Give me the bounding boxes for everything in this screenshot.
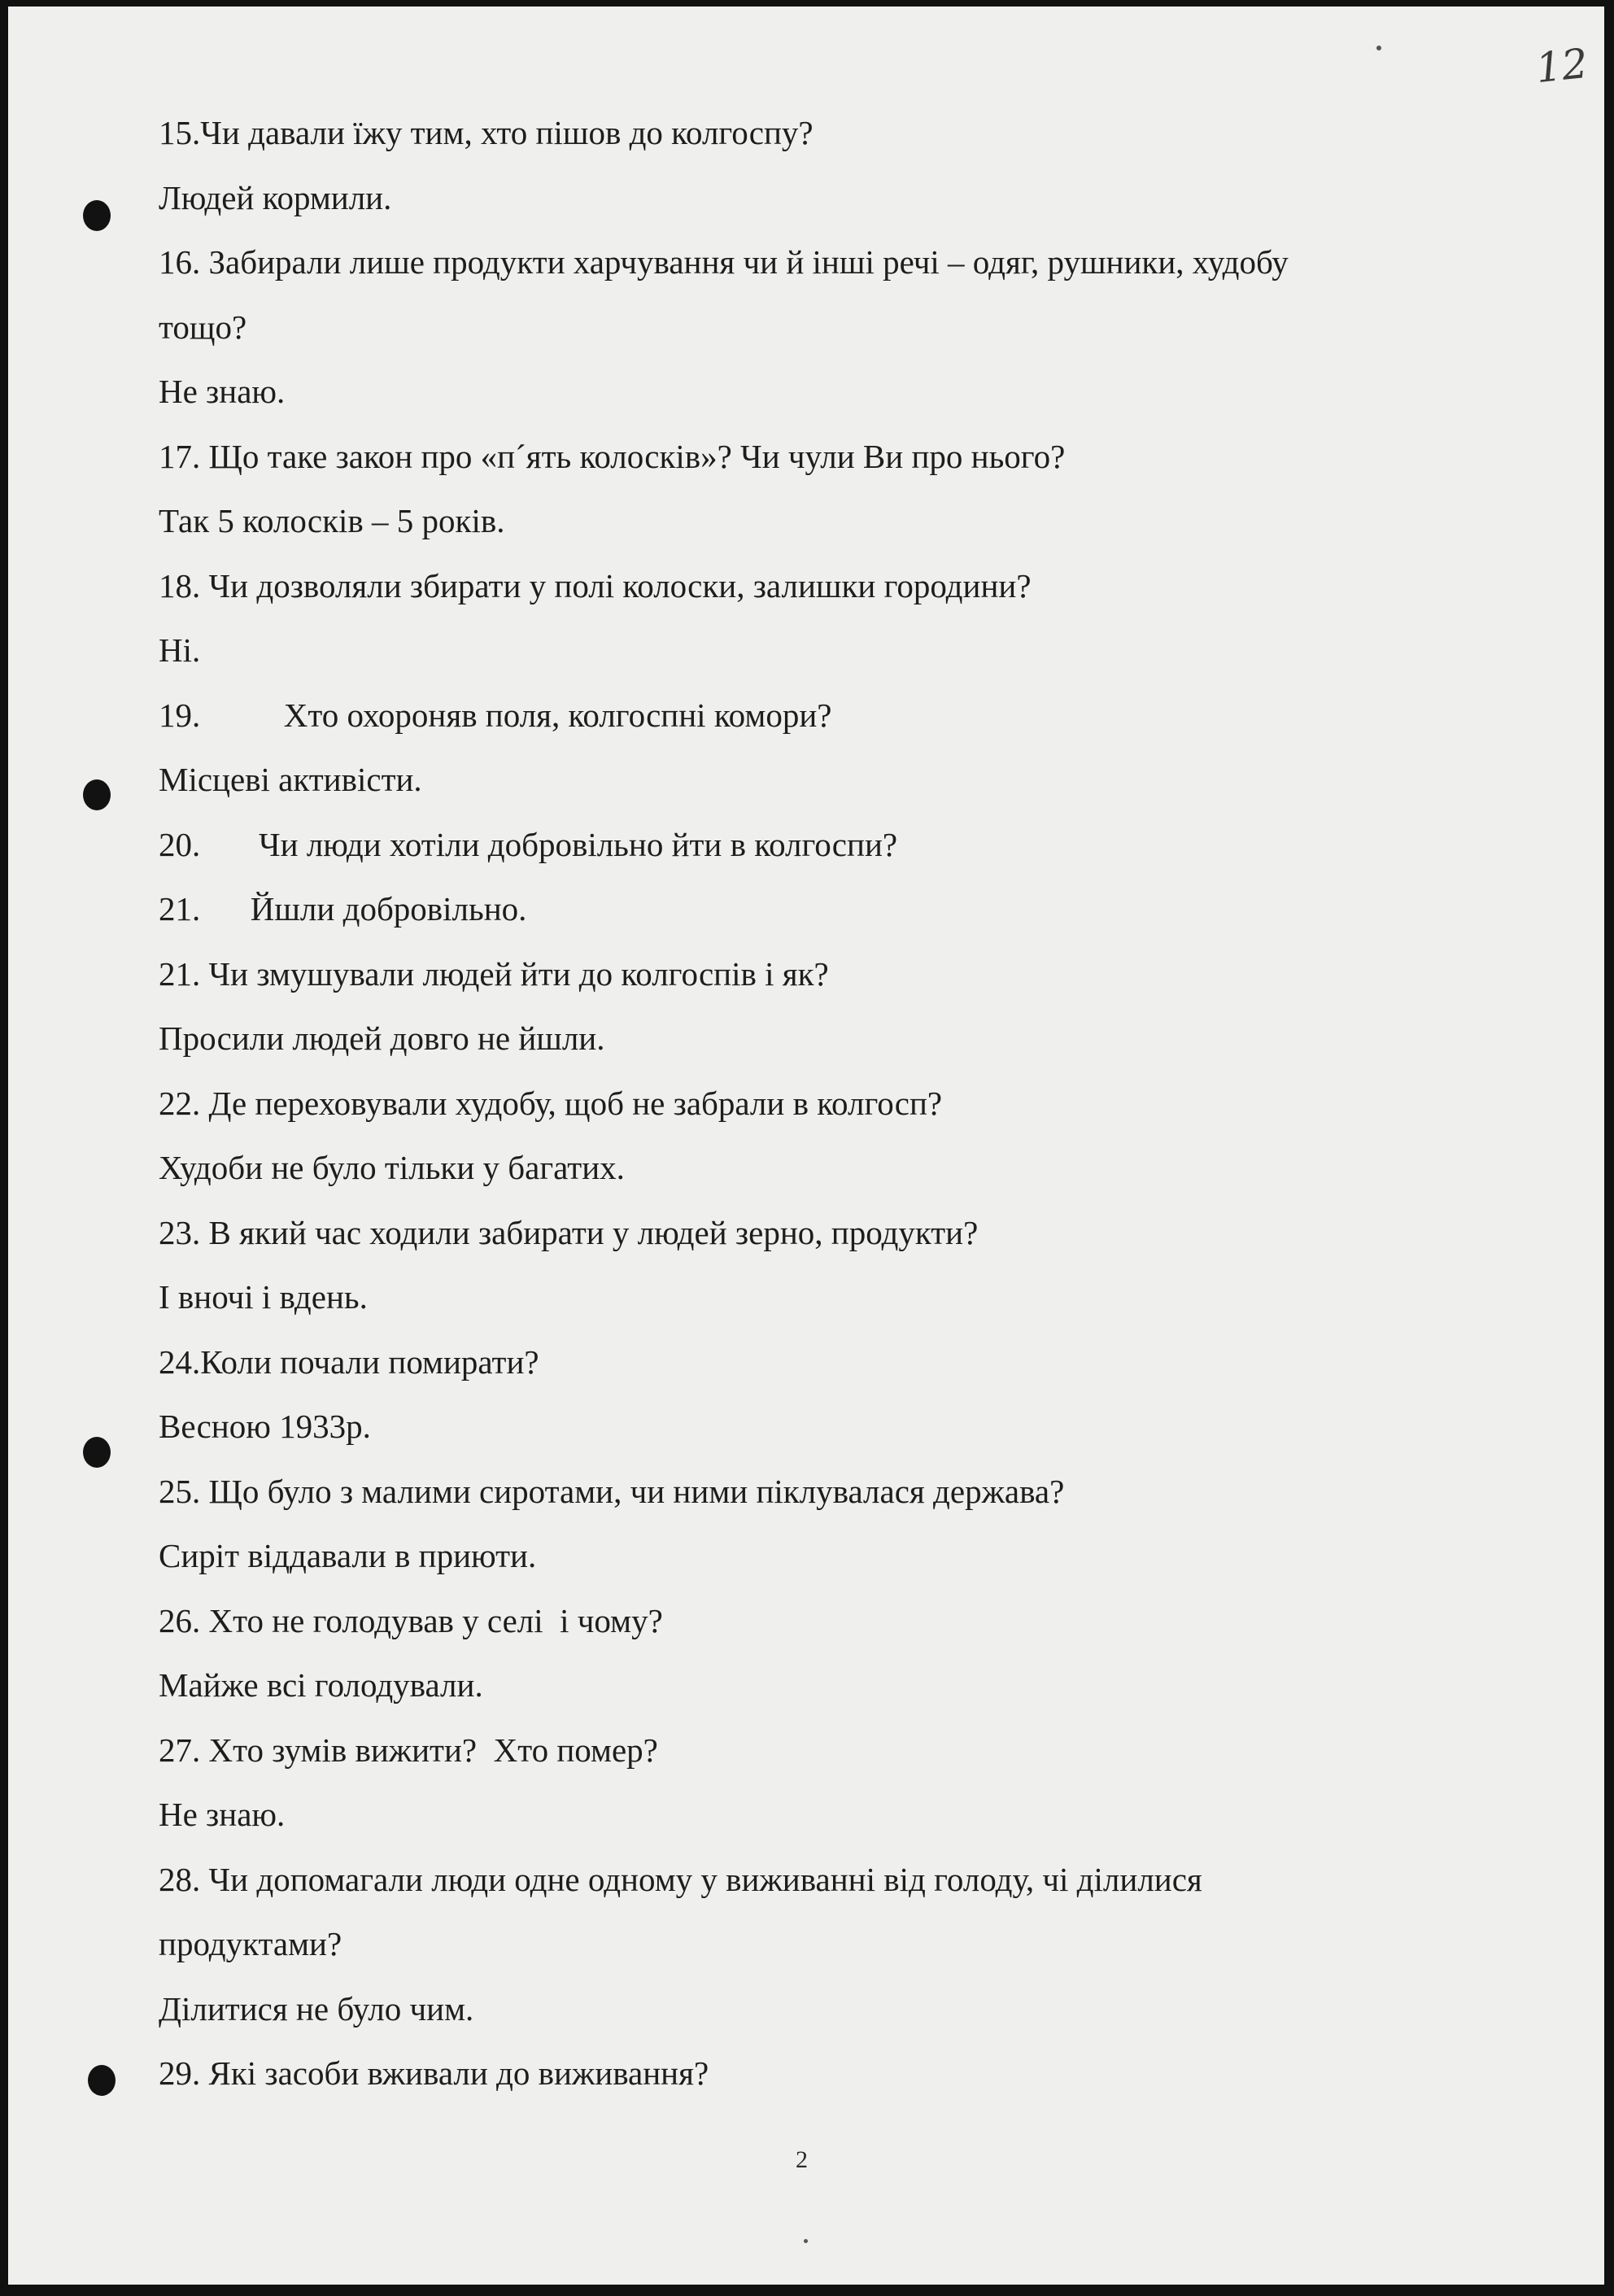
answer-15: Людей кормили. xyxy=(159,178,392,216)
answer-17: Так 5 колосків – 5 років. xyxy=(159,502,505,539)
question-15: 15.Чи давали їжу тим, хто пішов до колгоспу? xyxy=(159,114,814,151)
question-28: 28. Чи допомагали люди одне одному у виживанні від голоду, чі ділилися xyxy=(159,1860,1202,1898)
question-16-continued: тощо? xyxy=(159,308,247,346)
interview-text xyxy=(159,115,1542,2120)
answer-19: Місцеві активісти. xyxy=(159,761,422,798)
page-footer-number: 2 xyxy=(796,2146,808,2173)
answer-23: І вночі і вдень. xyxy=(159,1278,368,1316)
question-19: 19. Хто охороняв поля, колгоспні комори? xyxy=(159,696,832,734)
binder-hole xyxy=(83,779,111,810)
question-23: 23. В який час ходили забирати у людей зерно, продукти? xyxy=(159,1213,979,1251)
answer-20: 21. Йшли добровільно. xyxy=(159,890,527,928)
answer-18: Ні. xyxy=(159,631,201,669)
question-20: 20. Чи люди хотіли добровільно йти в колгоспи? xyxy=(159,825,898,863)
question-25: 25. Що було з малими сиротами, чи ними піклувалася держава? xyxy=(159,1472,1065,1510)
binder-hole xyxy=(83,200,111,231)
question-24: 24.Коли почали помирати? xyxy=(159,1342,539,1381)
question-22: 22. Де переховували худобу, щоб не забрали в колгосп? xyxy=(159,1084,943,1122)
answer-22: Худоби не було тільки у багатих. xyxy=(159,1149,625,1186)
binder-hole xyxy=(83,1437,111,1468)
question-21: 21. Чи змушували людей йти до колгоспів і як? xyxy=(159,954,829,993)
question-26: 26. Хто не голодував у селі і чому? xyxy=(159,1601,663,1639)
handwritten-page-number: 12 xyxy=(1533,39,1590,93)
question-27: 27. Хто зумів вижити? Хто помер? xyxy=(159,1731,658,1769)
document-page xyxy=(8,7,1604,2285)
answer-27: Не знаю. xyxy=(159,1796,286,1833)
question-28-continued: продуктами? xyxy=(159,1925,342,1962)
answer-24: Весною 1933р. xyxy=(159,1408,371,1445)
answer-21: Просили людей довго не йшли. xyxy=(159,1019,605,1057)
answer-26: Майже всі голодували. xyxy=(159,1666,483,1704)
answer-25: Сиріт віддавали в приюти. xyxy=(159,1537,537,1574)
answer-28: Ділитися не було чим. xyxy=(159,1989,474,2028)
question-29: 29. Які засоби вживали до виживання? xyxy=(159,2054,709,2092)
question-16: 16. Забирали лише продукти харчування чи й інші речі – одяг, рушники, худобу xyxy=(159,243,1289,281)
binder-hole xyxy=(88,2065,116,2096)
answer-16: Не знаю. xyxy=(159,373,286,410)
paper-speck xyxy=(1376,46,1381,50)
question-18: 18. Чи дозволяли збирати у полі колоски, залишки городини? xyxy=(159,566,1032,605)
paper-speck xyxy=(804,2239,808,2243)
question-17: 17. Що таке закон про «п´ять колосків»? Чи чули Ви про нього? xyxy=(159,437,1066,475)
